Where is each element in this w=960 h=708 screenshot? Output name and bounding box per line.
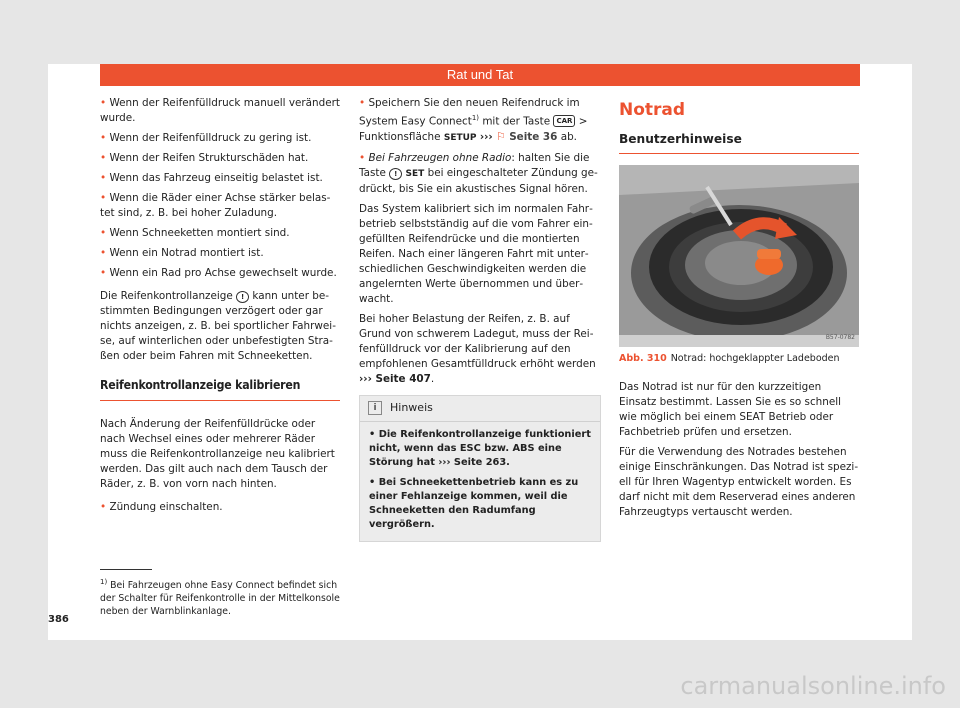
paragraph: Das Notrad ist nur für den kurzzeitigen Einsatz bestimmt. Lassen Sie es so schnell wie möglich bei einem SEAT Betrieb oder Fachbetrieb prüfen und ersetzen. xyxy=(619,381,842,438)
chapter-title: Notrad xyxy=(619,100,686,120)
paragraph: Bei hoher Belastung der Reifen, z. B. auf Grund von schwerem Ladegut, muss der Reifenfülldruck vor der Kalibrierung auf den empfohlenen Gesamtfülldruck erhöht werden ››› Seite 407. xyxy=(359,313,596,386)
list-item: • Wenn der Reifenfülldruck manuell verändert wurde. xyxy=(100,97,340,124)
hint-box xyxy=(359,395,601,542)
hint-item: • Die Reifenkontrollanzeige funktioniert nicht, wenn das ESC bzw. ABS eine Störung hat ››› Seite 263. xyxy=(369,429,591,469)
paragraph: Nach Änderung der Reifenfülldrücke oder nach Wechsel eines oder mehrerer Räder muss die Reifenkontrollanzeige neu kalibriert werden. Das gilt auch nach dem Tausch der Räder, z. B. von vorn nach hinten. xyxy=(100,418,335,490)
list-item: • Wenn ein Notrad montiert ist. xyxy=(100,247,264,259)
list-item: • Bei Fahrzeugen ohne Radio: halten Sie die Taste ! SET bei eingeschalteter Zündung gedrückt, bis Sie ein akustisches Signal hören. xyxy=(359,152,598,196)
spare-wheel-figure xyxy=(619,165,859,347)
section-title: Benutzerhinweise xyxy=(619,132,859,154)
column-left xyxy=(100,96,340,520)
page-reference-icon: ⚐ xyxy=(496,130,506,144)
paragraph: Die Reifenkontrollanzeige ! kann unter bestimmten Bedingungen verzögert oder gar nichts anzeigen, z. B. bei sportlicher Fahrweise, auf winterlichen oder unbefestigten Straßen oder beim Fahren mit Schneeketten. xyxy=(100,290,336,362)
list-item: • Wenn Schneeketten montiert sind. xyxy=(100,227,290,239)
tire-pressure-warning-icon: ! xyxy=(389,168,402,180)
hint-title: Hinweis xyxy=(390,401,433,415)
spare-wheel-illustration xyxy=(619,165,859,347)
watermark: carmanualsonline.info xyxy=(680,672,946,700)
tire-pressure-warning-icon: ! xyxy=(236,291,249,303)
list-item: • Wenn der Reifenfülldruck zu gering ist. xyxy=(100,132,312,144)
footnote-rule xyxy=(100,569,152,570)
figure-caption: Abb. 310 Notrad: hochgeklappter Ladeboden xyxy=(619,353,840,364)
footnote: $^{1)}$ Bei Fahrzeugen ohne Easy Connect befindet sich der Schalter für Reifenkontrolle in der Mittelkonsole neben der Warnblinkanlage. xyxy=(100,578,340,618)
list-item: • Speichern Sie den neuen Reifendruck im System Easy Connect$^{1)}$ mit der Taste CAR > Funktionsfläche SETUP ››› ⚐ Seite 36 ab. xyxy=(359,97,588,144)
column-right xyxy=(619,96,859,525)
column-middle xyxy=(359,96,601,542)
hint-header xyxy=(360,396,600,422)
list-item: • Wenn die Räder einer Achse stärker belastet sind, z. B. bei hoher Zuladung. xyxy=(100,192,331,219)
paragraph: Für die Verwendung des Notrades bestehen einige Einschränkungen. Das Notrad ist speziell für Ihren Wagentyp entwickelt worden. Es darf nicht mit dem Reserverad eines anderen Fahrzeugtyps vertauscht werden. xyxy=(619,446,859,518)
info-icon: i xyxy=(368,401,382,415)
car-button-icon: CAR xyxy=(553,115,575,127)
list-item: • Wenn das Fahrzeug einseitig belastet ist. xyxy=(100,172,323,184)
page-header: Rat und Tat xyxy=(100,64,860,86)
paragraph: Das System kalibriert sich im normalen Fahrbetrieb selbstständig auf die vom Fahrer eingefüllten Reifendrücke und die montierten Reifen. Nach einer längeren Fahrt mit unterschiedlichen Geschwindigkeiten werden die angelernten Werte übernommen und überwacht. xyxy=(359,203,593,306)
hint-item: • Bei Schneekettenbetrieb kann es zu einer Fehlanzeige kommen, weil die Schneeketten den Radumfang vergrößern. xyxy=(369,477,579,531)
list-item: • Wenn ein Rad pro Achse gewechselt wurde. xyxy=(100,267,337,279)
list-item: • Wenn der Reifen Strukturschäden hat. xyxy=(100,152,309,164)
page-number: 386 xyxy=(48,614,69,625)
list-item: • Zündung einschalten. xyxy=(100,501,223,513)
section-title: Reifenkontrollanzeige kalibrieren xyxy=(100,378,340,401)
figure-code: B57-0782 xyxy=(825,334,855,341)
